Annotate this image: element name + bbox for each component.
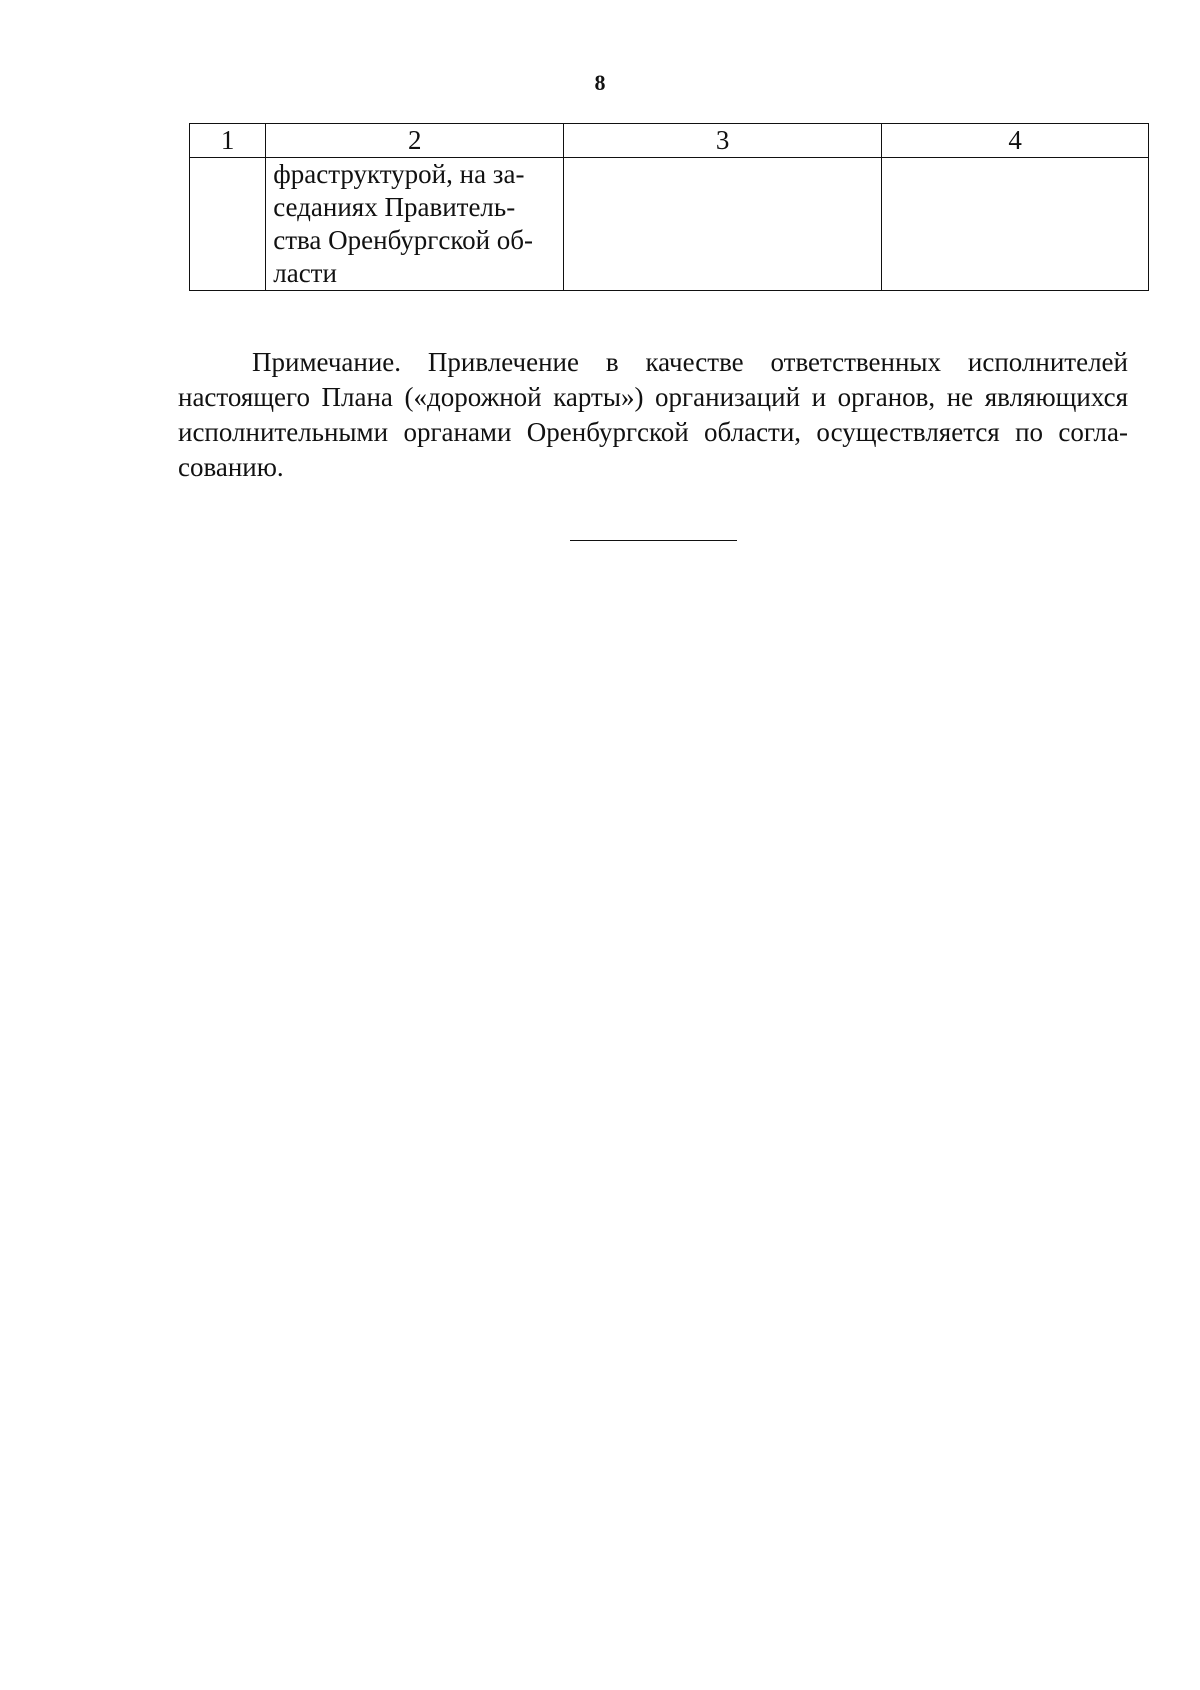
note-line: сованию. — [178, 452, 284, 482]
note-line: исполнительными органами Оренбургской области, осуществляется по согла- — [178, 417, 1128, 447]
column-header-2: 2 — [266, 124, 564, 158]
column-header-1: 1 — [190, 124, 266, 158]
page-number: 8 — [594, 70, 606, 95]
cell-line: ласти — [273, 258, 337, 288]
plan-table — [189, 123, 1149, 291]
table-cell-col1 — [190, 158, 266, 291]
column-header-3: 3 — [564, 124, 882, 158]
note-line: Примечание. Привлечение в качестве ответственных исполнителей — [252, 347, 1128, 377]
end-of-document-rule — [570, 540, 737, 541]
table-row — [190, 158, 1149, 291]
table-header-row — [190, 124, 1149, 158]
table-cell-col4 — [882, 158, 1149, 291]
table-cell-col2 — [266, 158, 564, 291]
column-header-4: 4 — [882, 124, 1149, 158]
cell-line: седаниях Правитель- — [273, 192, 516, 222]
note-paragraph — [178, 345, 1128, 485]
cell-text-block — [266, 158, 563, 290]
cell-line: ства Оренбургской об- — [273, 225, 534, 255]
table-cell-col3 — [564, 158, 882, 291]
note-line: настоящего Плана («дорожной карты») организаций и органов, не являющихся — [178, 382, 1128, 412]
cell-line: фраструктурой, на за- — [273, 159, 525, 189]
